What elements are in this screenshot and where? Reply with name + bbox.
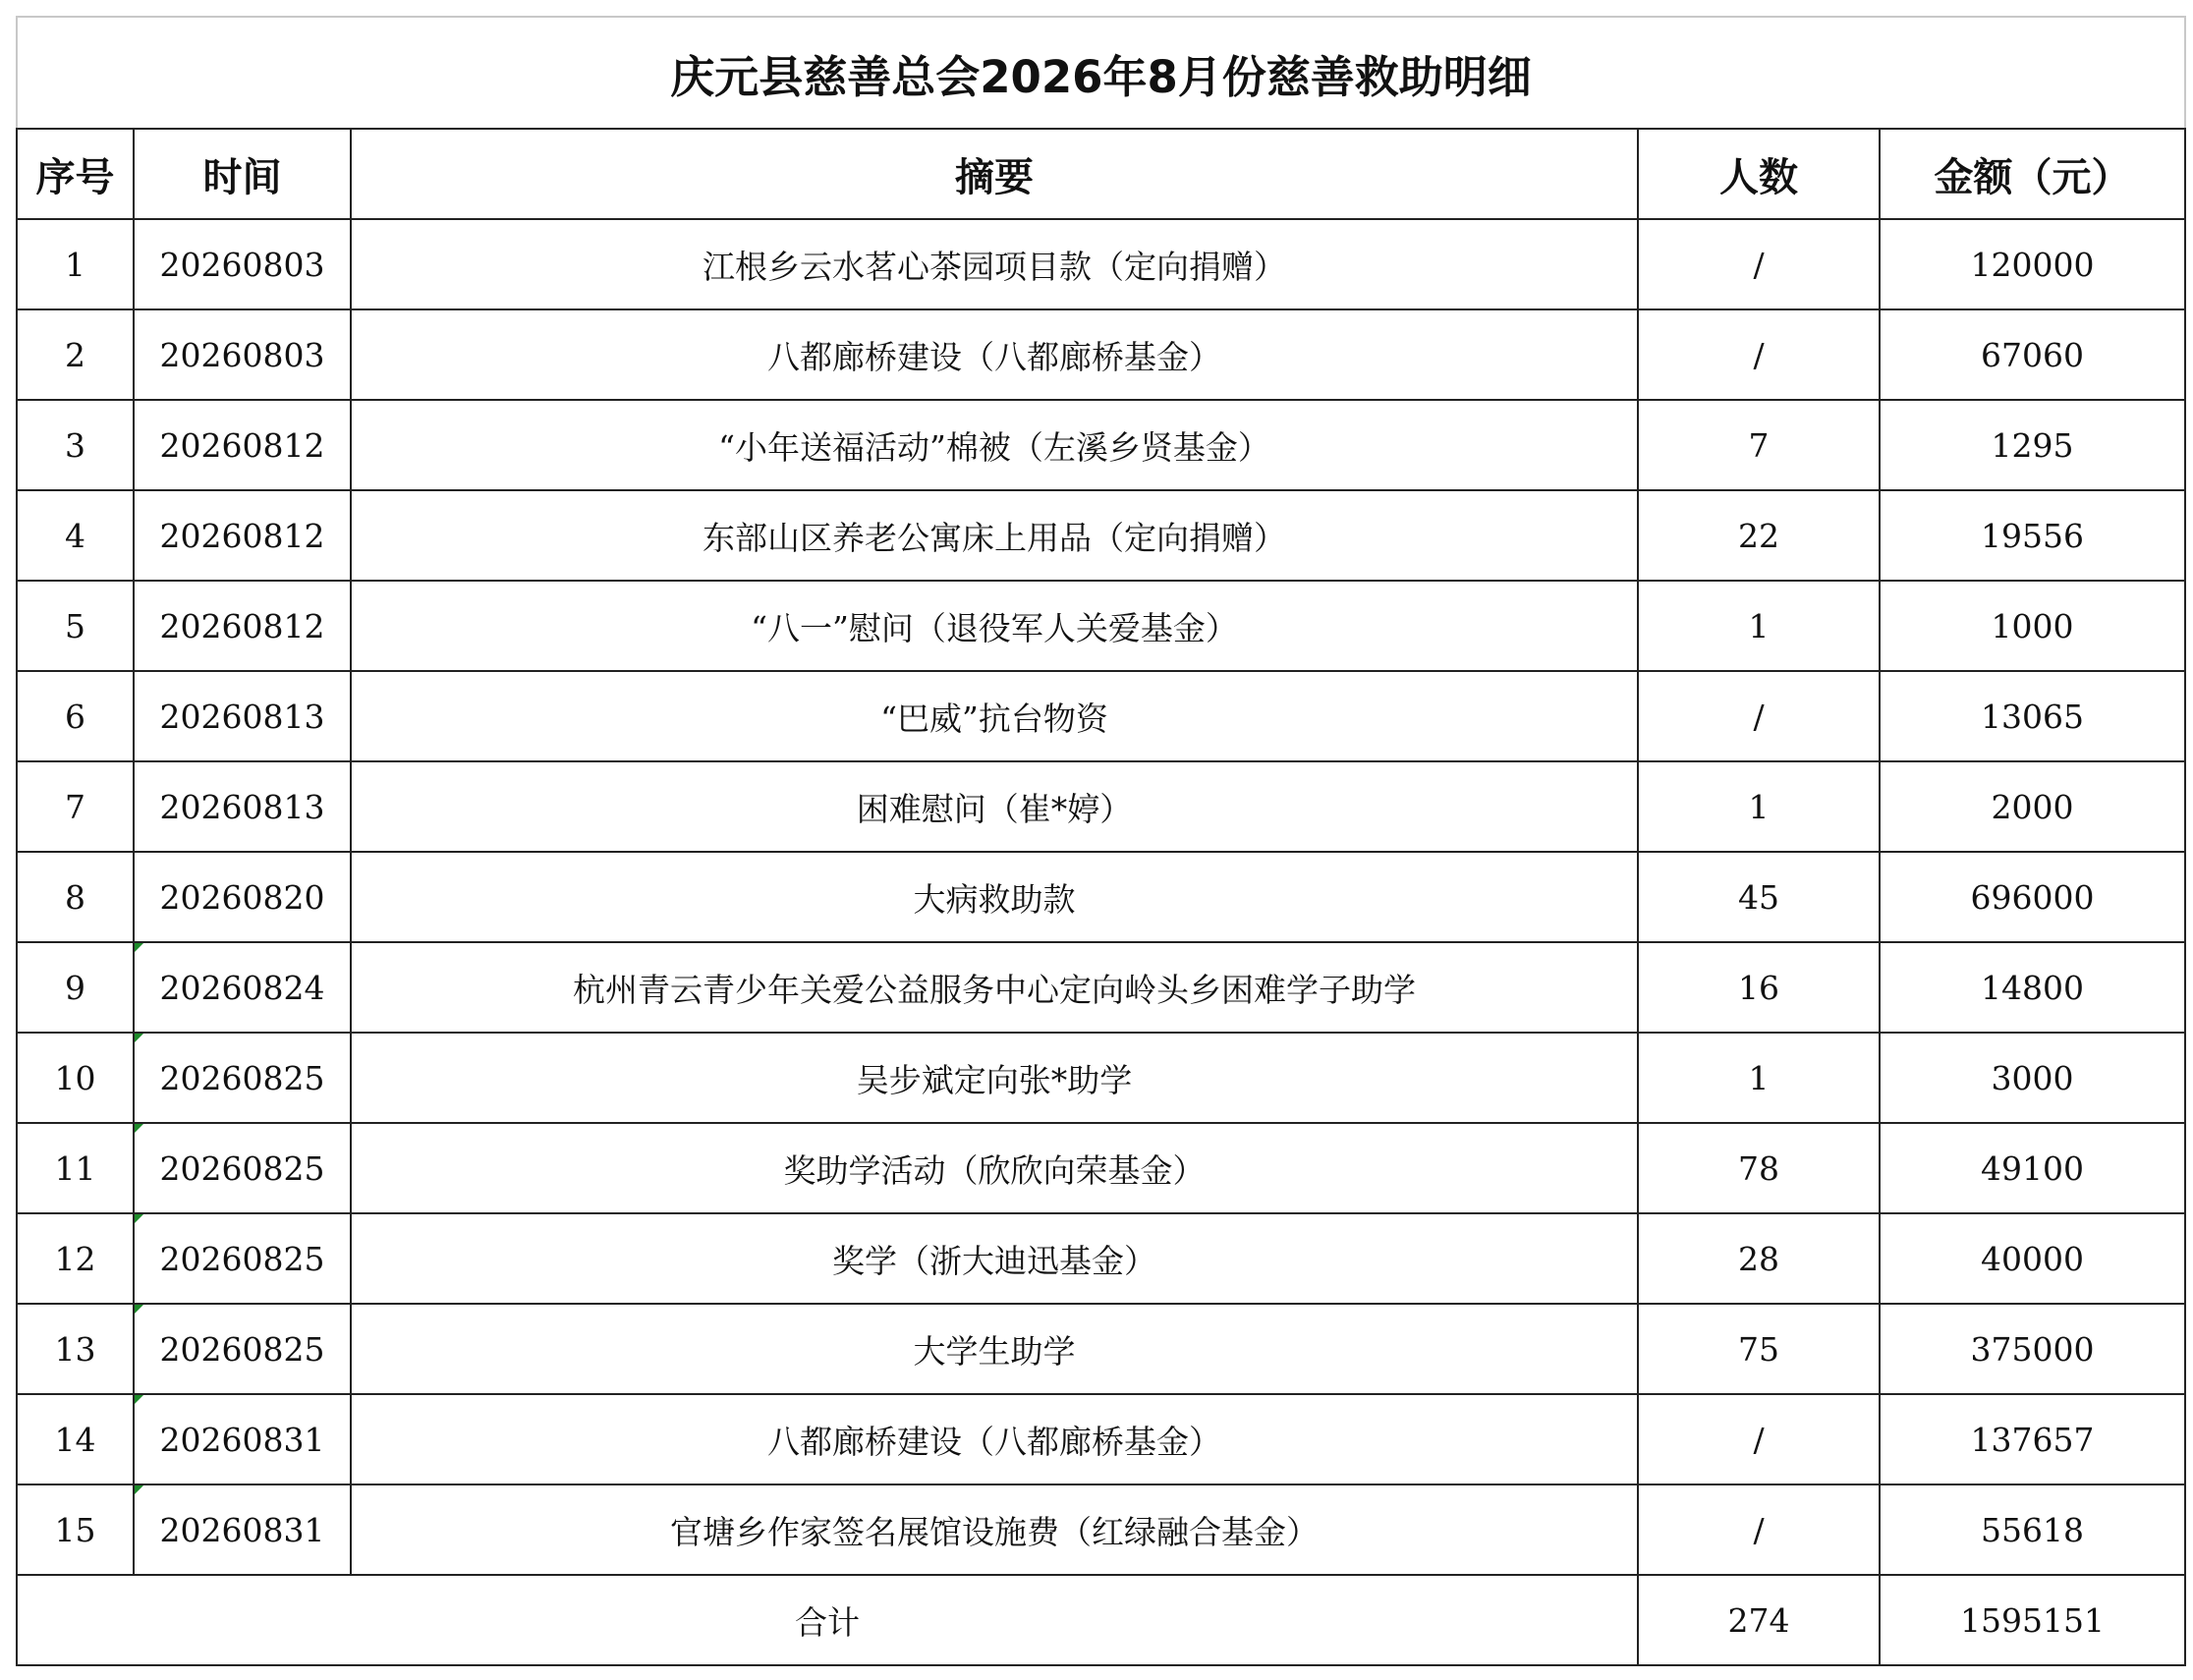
cell-amount[interactable]: 1295	[1880, 400, 2185, 490]
cell-index[interactable]: 14	[17, 1394, 134, 1484]
cell-amount[interactable]: 1000	[1880, 581, 2185, 671]
cell-amount[interactable]: 49100	[1880, 1123, 2185, 1213]
table-row	[17, 1304, 2185, 1394]
cell-people[interactable]: 75	[1638, 1304, 1880, 1394]
cell-index[interactable]: 2	[17, 309, 134, 400]
table-row	[17, 1123, 2185, 1213]
cell-amount[interactable]: 13065	[1880, 671, 2185, 761]
table-row	[17, 490, 2185, 581]
cell-summary[interactable]: 困难慰问（崔*婷）	[351, 761, 1638, 852]
cell-summary[interactable]: 奖学（浙大迪迅基金）	[351, 1213, 1638, 1304]
table-row	[17, 1213, 2185, 1304]
relief-table	[16, 16, 2186, 1666]
cell-people[interactable]: 28	[1638, 1213, 1880, 1304]
cell-index[interactable]: 9	[17, 942, 134, 1033]
cell-summary[interactable]: “小年送福活动”棉被（左溪乡贤基金）	[351, 400, 1638, 490]
table-row	[17, 1033, 2185, 1123]
cell-index[interactable]: 8	[17, 852, 134, 942]
cell-people[interactable]: 45	[1638, 852, 1880, 942]
title-row	[17, 17, 2185, 129]
table-row	[17, 219, 2185, 309]
cell-amount[interactable]: 137657	[1880, 1394, 2185, 1484]
cell-index[interactable]: 1	[17, 219, 134, 309]
cell-index[interactable]: 6	[17, 671, 134, 761]
cell-people[interactable]: /	[1638, 309, 1880, 400]
cell-people[interactable]: /	[1638, 671, 1880, 761]
cell-people[interactable]: 1	[1638, 761, 1880, 852]
table-row	[17, 942, 2185, 1033]
cell-date[interactable]: 20260825	[134, 1304, 351, 1394]
cell-summary[interactable]: 官塘乡作家签名展馆设施费（红绿融合基金）	[351, 1484, 1638, 1575]
cell-summary[interactable]: 江根乡云水茗心茶园项目款（定向捐赠）	[351, 219, 1638, 309]
cell-index[interactable]: 11	[17, 1123, 134, 1213]
table-row	[17, 1394, 2185, 1484]
cell-index[interactable]: 15	[17, 1484, 134, 1575]
cell-summary[interactable]: 东部山区养老公寓床上用品（定向捐赠）	[351, 490, 1638, 581]
table-row	[17, 852, 2185, 942]
cell-amount[interactable]: 40000	[1880, 1213, 2185, 1304]
total-row	[17, 1575, 2185, 1665]
cell-date[interactable]: 20260825	[134, 1123, 351, 1213]
cell-date[interactable]: 20260812	[134, 581, 351, 671]
cell-index[interactable]: 4	[17, 490, 134, 581]
cell-summary[interactable]: 八都廊桥建设（八都廊桥基金）	[351, 309, 1638, 400]
cell-index[interactable]: 13	[17, 1304, 134, 1394]
cell-index[interactable]: 3	[17, 400, 134, 490]
header-amount[interactable]: 金额（元）	[1880, 129, 2185, 219]
cell-people[interactable]: 7	[1638, 400, 1880, 490]
header-row	[17, 129, 2185, 219]
cell-summary[interactable]: 奖助学活动（欣欣向荣基金）	[351, 1123, 1638, 1213]
spreadsheet	[16, 16, 2184, 1666]
cell-date[interactable]: 20260813	[134, 761, 351, 852]
cell-index[interactable]: 12	[17, 1213, 134, 1304]
cell-people[interactable]: 16	[1638, 942, 1880, 1033]
table-row	[17, 1484, 2185, 1575]
cell-people[interactable]: 78	[1638, 1123, 1880, 1213]
cell-people[interactable]: 1	[1638, 1033, 1880, 1123]
cell-amount[interactable]: 3000	[1880, 1033, 2185, 1123]
total-people[interactable]: 274	[1638, 1575, 1880, 1665]
cell-index[interactable]: 10	[17, 1033, 134, 1123]
cell-index[interactable]: 5	[17, 581, 134, 671]
cell-date[interactable]: 20260820	[134, 852, 351, 942]
cell-amount[interactable]: 55618	[1880, 1484, 2185, 1575]
cell-date[interactable]: 20260825	[134, 1213, 351, 1304]
sheet-title[interactable]: 庆元县慈善总会2026年8月份慈善救助明细	[17, 17, 2185, 129]
cell-date[interactable]: 20260812	[134, 400, 351, 490]
table-row	[17, 400, 2185, 490]
cell-people[interactable]: /	[1638, 1484, 1880, 1575]
header-date[interactable]: 时间	[134, 129, 351, 219]
cell-summary[interactable]: 八都廊桥建设（八都廊桥基金）	[351, 1394, 1638, 1484]
cell-amount[interactable]: 2000	[1880, 761, 2185, 852]
cell-people[interactable]: 22	[1638, 490, 1880, 581]
cell-summary[interactable]: 杭州青云青少年关爱公益服务中心定向岭头乡困难学子助学	[351, 942, 1638, 1033]
cell-date[interactable]: 20260812	[134, 490, 351, 581]
header-summary[interactable]: 摘要	[351, 129, 1638, 219]
table-row	[17, 761, 2185, 852]
cell-summary[interactable]: “巴威”抗台物资	[351, 671, 1638, 761]
cell-summary[interactable]: 吴步斌定向张*助学	[351, 1033, 1638, 1123]
cell-people[interactable]: /	[1638, 219, 1880, 309]
header-people[interactable]: 人数	[1638, 129, 1880, 219]
total-label[interactable]: 合计	[17, 1575, 1638, 1665]
cell-date[interactable]: 20260825	[134, 1033, 351, 1123]
table-row	[17, 671, 2185, 761]
table-row	[17, 309, 2185, 400]
cell-date[interactable]: 20260803	[134, 219, 351, 309]
table-row	[17, 581, 2185, 671]
cell-amount[interactable]: 120000	[1880, 219, 2185, 309]
cell-date[interactable]: 20260831	[134, 1394, 351, 1484]
cell-date[interactable]: 20260803	[134, 309, 351, 400]
cell-index[interactable]: 7	[17, 761, 134, 852]
cell-amount[interactable]: 19556	[1880, 490, 2185, 581]
cell-people[interactable]: /	[1638, 1394, 1880, 1484]
cell-amount[interactable]: 696000	[1880, 852, 2185, 942]
cell-date[interactable]: 20260831	[134, 1484, 351, 1575]
header-index[interactable]: 序号	[17, 129, 134, 219]
cell-date[interactable]: 20260824	[134, 942, 351, 1033]
cell-amount[interactable]: 375000	[1880, 1304, 2185, 1394]
cell-summary[interactable]: 大病救助款	[351, 852, 1638, 942]
cell-date[interactable]: 20260813	[134, 671, 351, 761]
cell-amount[interactable]: 14800	[1880, 942, 2185, 1033]
cell-people[interactable]: 1	[1638, 581, 1880, 671]
total-amount[interactable]: 1595151	[1880, 1575, 2185, 1665]
cell-summary[interactable]: “八一”慰问（退役军人关爱基金）	[351, 581, 1638, 671]
cell-summary[interactable]: 大学生助学	[351, 1304, 1638, 1394]
cell-amount[interactable]: 67060	[1880, 309, 2185, 400]
